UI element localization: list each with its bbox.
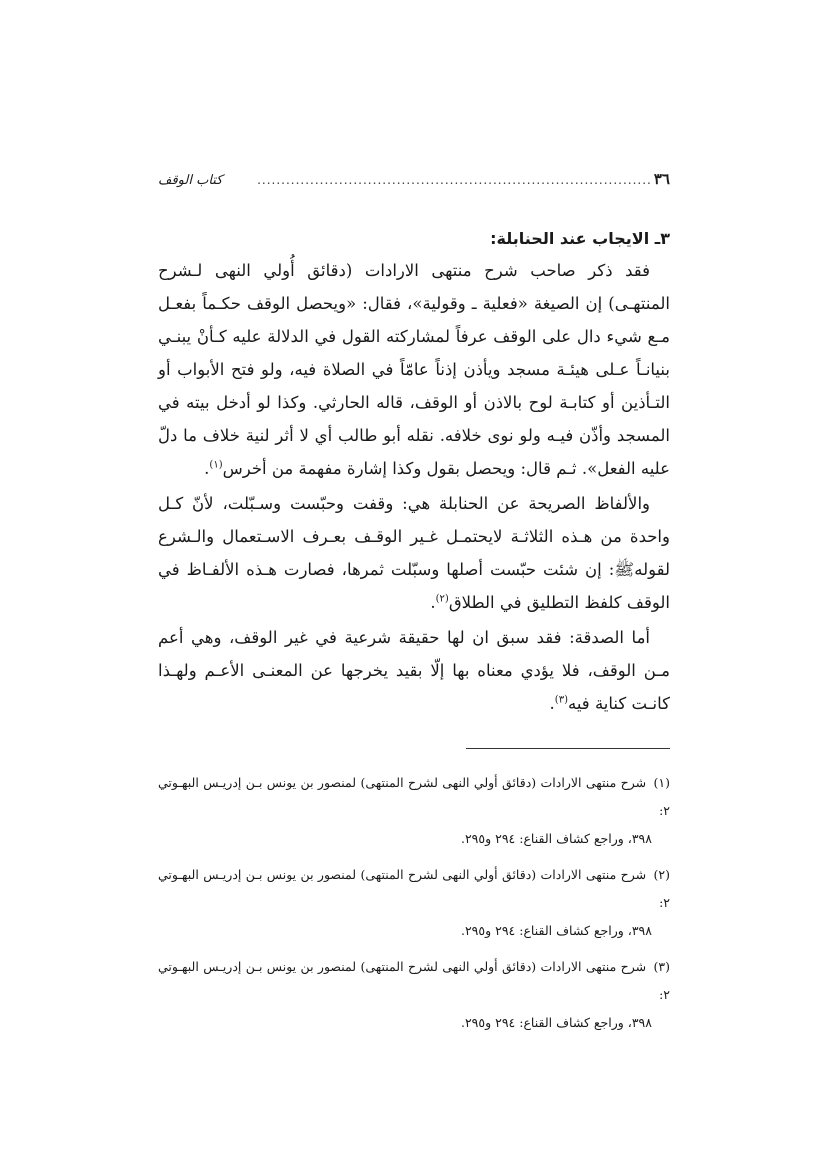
footnote-text-line2: ٣٩٨، وراجع كشاف القناع: ٢٩٤ و٢٩٥.	[460, 1015, 652, 1030]
paragraph-end: .	[549, 694, 555, 713]
footnote-text-line1: شرح منتهى الارادات (دقائق أولي النهى لشرح المنتهى) لمنصور بن يونس بـن إدريـس البهـوتي ٢:	[158, 867, 670, 910]
paragraph-text: والألفاظ الصريحة عن الحنابلة هي: وقفت وحبّست وسـبّلت، لأنّ كـل واحدة من هـذه الثلاثـة لايحتمـل غـير الوقـف بعـرف الاسـتعمال والـشرع لقولهﷺ: إن شئت حبّست أصلها وسبّلت ثمرها، فصارت هـذه الألفـاظ في الوقف كلفظ التطليق في الطلاق	[158, 494, 670, 612]
book-title: كتاب الوقف	[158, 173, 223, 188]
footnote-text-line1: شرح منتهى الارادات (دقائق أولي النهى لشرح المنتهى) لمنصور بن يونس بـن إدريـس البهـوتي ٢:	[158, 775, 670, 818]
paragraph-text: أما الصدقة: فقد سبق ان لها حقيقة شرعية في غير الوقف، وهي أعم مـن الوقف، فلا يؤدي معناه بها إلّا بقيد يخرجها عن المعنـى الأعـم ولهـذا كانـت كناية فيه	[158, 628, 670, 713]
footnote-number: (١)	[653, 775, 670, 790]
footnote-2	[158, 861, 670, 945]
paragraph-end: .	[204, 459, 210, 478]
footnote-3	[158, 953, 670, 1037]
footnote-1	[158, 769, 670, 853]
footnote-text-line2: ٣٩٨، وراجع كشاف القناع: ٢٩٤ و٢٩٥.	[460, 831, 652, 846]
paragraph-3	[158, 621, 670, 720]
body-text	[158, 254, 670, 720]
footnote-reference[interactable]: (١)	[209, 459, 223, 471]
footnote-number: (٢)	[653, 867, 670, 882]
running-header	[158, 170, 670, 194]
paragraph-text: فقد ذكر صاحب شرح منتهى الارادات (دقائق أُولي النهى لـشرح المنتهـى) إن الصيغة «فعلية ـ وقولية»، فقال: «ويحصل الوقف حكـماً بفعـل مـع شيء دال على الوقف عرفاً لمشاركته القول في الدلالة عليه كـأنْ يبنـي بنيانـاً عـلى هيئـة مسجد ويأذن إذناً عامّاً في الصلاة فيه، ولو فتح الأبواب أو التـأذين أو كتابـة لوح بالاذن أو الوقف، قاله الحارثي. وكذا لو أدخل بيته في المسجد وأذّن فيـه ولو نوى خلافه. نقله أبو طالب أي لا أثر لنية خلاف ما دلّ عليه الفعل». ثـم قال: ويحصل بقول وكذا إشارة مفهمة من أخرس	[158, 261, 670, 478]
section-heading: ٣ـ الايجاب عند الحنابلة:	[490, 229, 670, 248]
footnote-text-line2: ٣٩٨، وراجع كشاف القناع: ٢٩٤ و٢٩٥.	[460, 923, 652, 938]
leader-dots: ..................................................................................	[257, 173, 652, 187]
footnote-reference[interactable]: (٢)	[435, 593, 449, 605]
book-page	[158, 170, 670, 1045]
paragraph-end: .	[430, 593, 436, 612]
paragraph-2	[158, 487, 670, 619]
footnote-separator-wrap	[158, 748, 670, 749]
page-number: ٣٦	[653, 170, 670, 188]
footnote-text-line1: شرح منتهى الارادات (دقائق أولي النهى لشرح المنتهى) لمنصور بن يونس بـن إدريـس البهـوتي ٢:	[158, 959, 670, 1002]
footnote-number: (٣)	[653, 959, 670, 974]
footnote-reference[interactable]: (٣)	[554, 694, 568, 706]
footnotes	[158, 769, 670, 1037]
footnote-separator	[466, 748, 670, 749]
paragraph-1	[158, 254, 670, 485]
